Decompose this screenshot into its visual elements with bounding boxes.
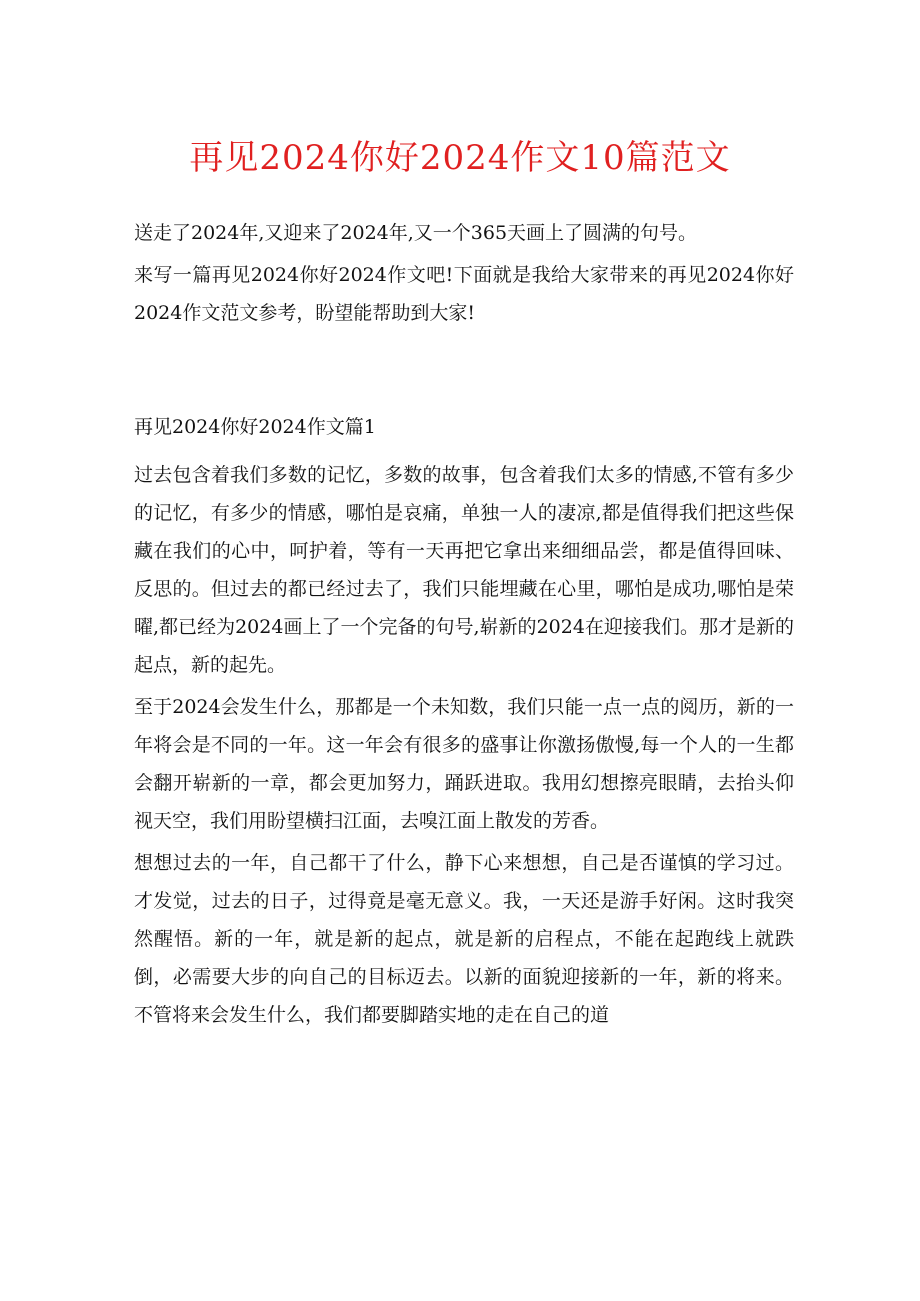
intro-paragraph: 来写一篇再见2024你好2024作文吧!下面就是我给大家带来的再见2024你好2024作文范文参考，盼望能帮助到大家! bbox=[134, 264, 794, 324]
intro-paragraph: 送走了2024年,又迎来了2024年,又一个365天画上了圆满的句号。 bbox=[134, 222, 698, 244]
essay-paragraph: 至于2024会发生什么，那都是一个未知数，我们只能一点一点的阅历，新的一年将会是不同的一年。这一年会有很多的盛事让你激扬傲慢,每一个人的一生都会翻开崭新的一章，都会更加努力，踊跃进取。我用幻想擦亮眼睛，去抬头仰视天空，我们用盼望横扫江面，去嗅江面上散发的芳香。 bbox=[134, 696, 794, 832]
essay-paragraph: 过去包含着我们多数的记忆，多数的故事，包含着我们太多的情感,不管有多少的记忆，有多少的情感，哪怕是哀痛，单独一人的凄凉,都是值得我们把这些保藏在我们的心中，呵护着，等有一天再把它拿出来细细品尝，都是值得回味、反思的。但过去的都已经过去了，我们只能埋藏在心里，哪怕是成功,哪怕是荣曜,都已经为2024画上了一个完备的句号,崭新的2024在迎接我们。那才是新的起点，新的起先。 bbox=[134, 464, 794, 676]
intro-block bbox=[134, 214, 794, 336]
essay-paragraph: 想想过去的一年，自己都干了什么，静下心来想想，自己是否谨慎的学习过。才发觉，过去的日子，过得竟是毫无意义。我，一天还是游手好闲。这时我突然醒悟。新的一年，就是新的起点，就是新的启程点，不能在起跑线上就跌倒，必需要大步的向自己的目标迈去。以新的面貌迎接新的一年，新的将来。不管将来会发生什么，我们都要脚踏实地的走在自己的道 bbox=[134, 852, 794, 1026]
section-title: 再见2024你好2024作文篇1 bbox=[134, 416, 376, 438]
document-title: 再见2024你好2024作文10篇范文 bbox=[189, 138, 731, 178]
essay-body bbox=[134, 456, 794, 1038]
